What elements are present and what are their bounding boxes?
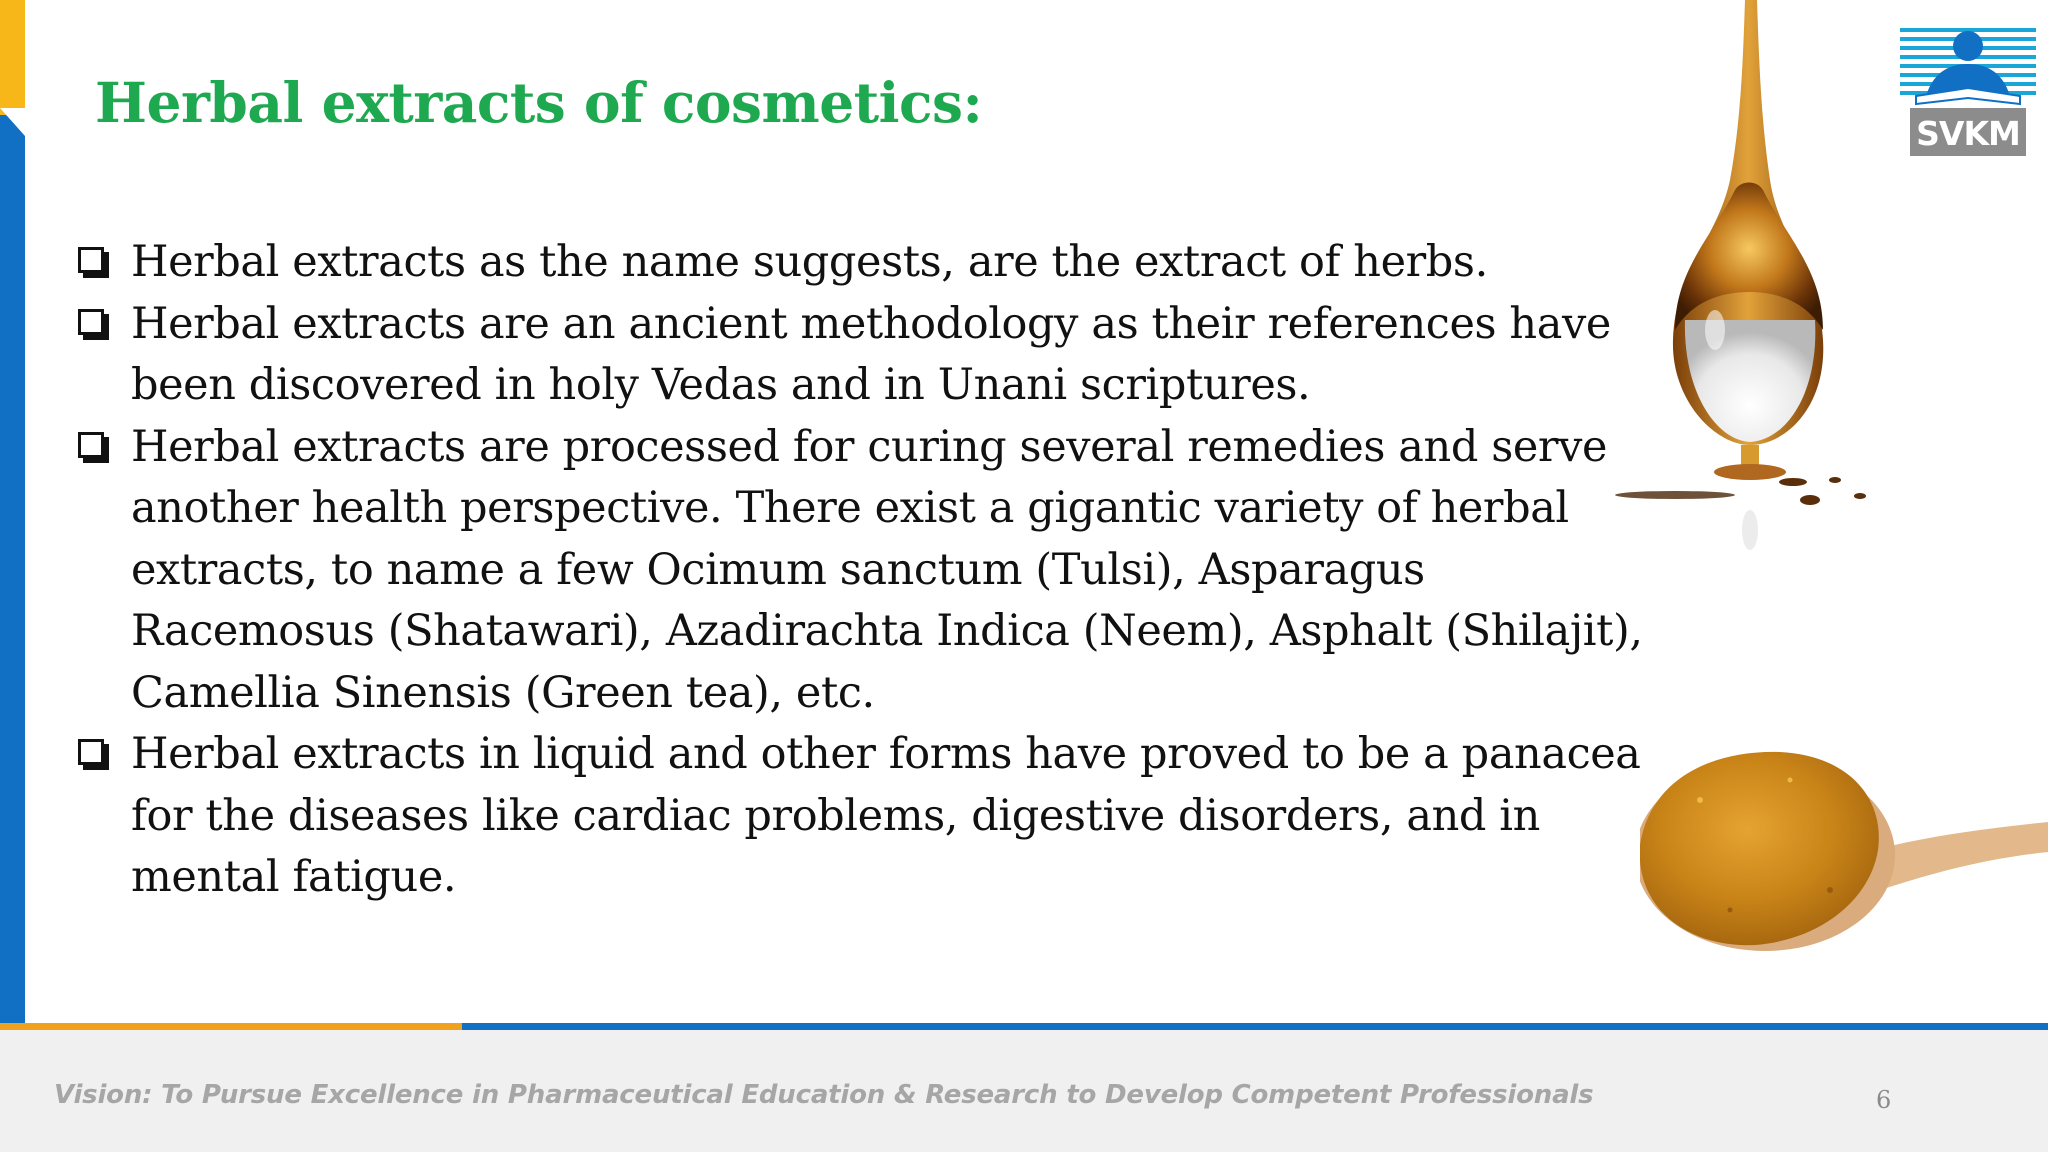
bullet-text: Herbal extracts as the name suggests, are the extract of herbs.: [131, 237, 1488, 287]
bullet-item: [72, 417, 1672, 725]
left-accent-bar-yellow: [0, 0, 25, 115]
honey-drop-image: [1565, 0, 1885, 550]
footer-rule-orange: [0, 1023, 462, 1030]
bullet-text: Herbal extracts are an ancient methodology as their references have been discovered in holy Vedas and in Unani scriptures.: [131, 298, 1611, 410]
vision-statement: Vision: To Pursue Excellence in Pharmaceutical Education & Research to Develop Competent Professionals: [54, 1080, 1594, 1110]
hollow-square-bullet-icon: [78, 739, 104, 765]
bullet-item: [72, 232, 1672, 294]
footer-rule-blue: [462, 1023, 2048, 1030]
bullet-text: Herbal extracts are processed for curing several remedies and serve another health perspective. There exist a gigantic variety of herbal extracts, to name a few Ocimum sanctum (Tulsi), Asparagus Racemosus (Shatawari), Azadirachta Indica (Neem), Asphalt (Shilajit), Camellia Sinensis (Green tea), etc.: [131, 421, 1643, 718]
hollow-square-bullet-icon: [78, 309, 104, 335]
logo-text: SVKM: [1916, 114, 2020, 153]
turmeric-spoon-image: [1640, 740, 2048, 970]
left-accent-bar-blue: [0, 115, 25, 1027]
bullet-list: [72, 232, 1672, 909]
left-accent-notch: [0, 108, 25, 136]
slide-title: Herbal extracts of cosmetics:: [95, 70, 983, 135]
hollow-square-bullet-icon: [78, 432, 104, 458]
svkm-logo: [1898, 8, 2038, 158]
bullet-item: [72, 724, 1672, 909]
bullet-text: Herbal extracts in liquid and other forms have proved to be a panacea for the diseases like cardiac problems, digestive disorders, and in mental fatigue.: [131, 729, 1641, 902]
hollow-square-bullet-icon: [78, 247, 104, 273]
page-number: 6: [1876, 1086, 1892, 1114]
bullet-item: [72, 294, 1672, 417]
